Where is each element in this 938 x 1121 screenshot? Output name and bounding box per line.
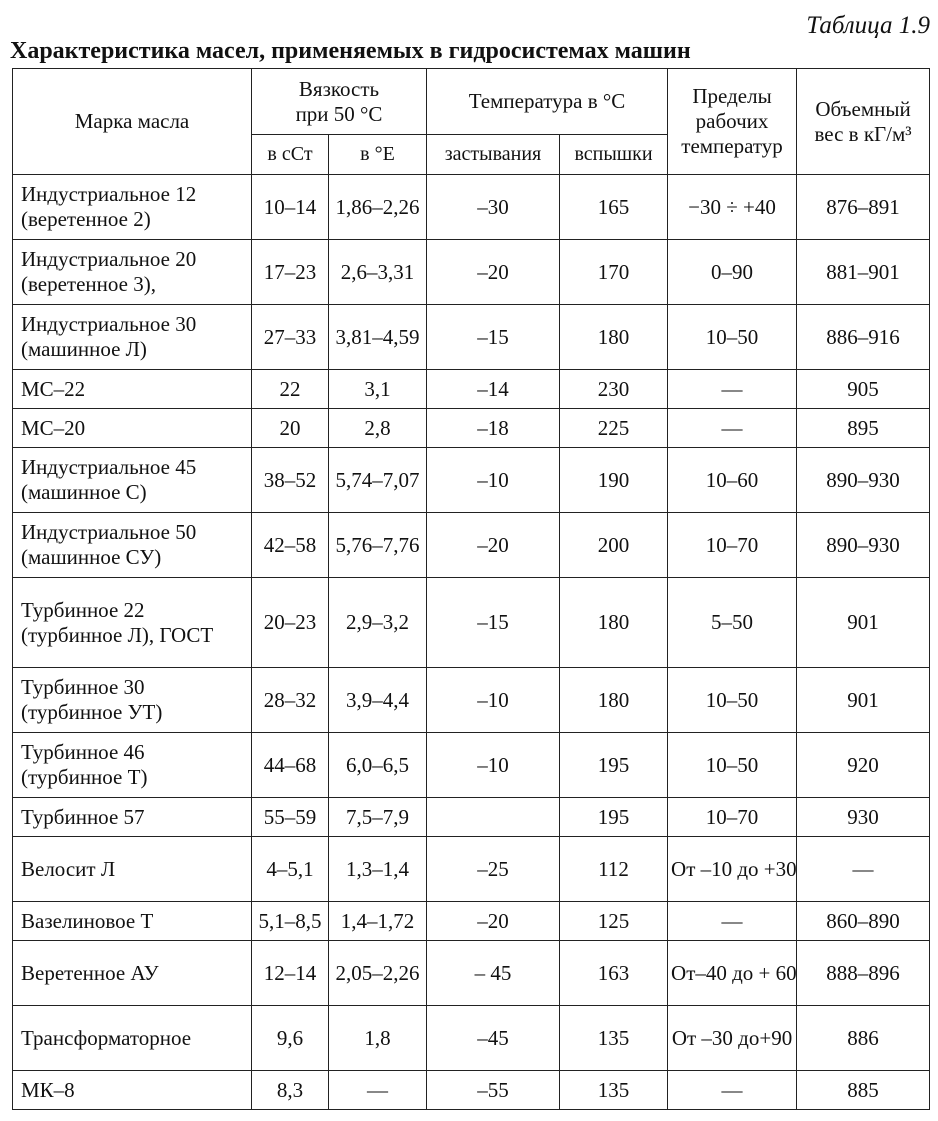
pour-point-cell: –10: [427, 668, 560, 733]
oil-name-cell: Веретенное АУ: [13, 941, 252, 1006]
density-cell: 930: [797, 798, 930, 837]
header-viscosity-cst: в сСт: [252, 135, 329, 175]
table-row: [13, 370, 930, 409]
viscosity-e-cell: 2,05–2,26: [329, 941, 427, 1006]
flash-point-cell: 195: [560, 798, 668, 837]
flash-point-cell: 170: [560, 240, 668, 305]
working-limits-cell: —: [668, 902, 797, 941]
oil-characteristics-table: [12, 68, 930, 1110]
density-cell: 888–896: [797, 941, 930, 1006]
working-limits-cell: 10–50: [668, 668, 797, 733]
table-row: [13, 733, 930, 798]
flash-point-cell: 125: [560, 902, 668, 941]
flash-point-cell: 112: [560, 837, 668, 902]
working-limits-cell: 0–90: [668, 240, 797, 305]
viscosity-cst-cell: 38–52: [252, 448, 329, 513]
working-limits-cell: 10–50: [668, 305, 797, 370]
density-cell: 860–890: [797, 902, 930, 941]
working-limits-cell: От –30 до+90: [668, 1006, 797, 1071]
table-row: [13, 941, 930, 1006]
pour-point-cell: –20: [427, 902, 560, 941]
pour-point-cell: –45: [427, 1006, 560, 1071]
viscosity-e-cell: 1,86–2,26: [329, 175, 427, 240]
table-row: [13, 1071, 930, 1110]
table-header: [13, 69, 930, 175]
flash-point-cell: 180: [560, 668, 668, 733]
viscosity-e-cell: 6,0–6,5: [329, 733, 427, 798]
header-viscosity-e: в °Е: [329, 135, 427, 175]
table-body: [13, 175, 930, 1110]
pour-point-cell: –20: [427, 513, 560, 578]
flash-point-cell: 225: [560, 409, 668, 448]
oil-name-cell: МС–20: [13, 409, 252, 448]
table-row: [13, 409, 930, 448]
viscosity-e-cell: 7,5–7,9: [329, 798, 427, 837]
viscosity-cst-cell: 17–23: [252, 240, 329, 305]
table-row: [13, 448, 930, 513]
pour-point-cell: –15: [427, 578, 560, 668]
working-limits-cell: От –10 до +30: [668, 837, 797, 902]
pour-point-cell: –20: [427, 240, 560, 305]
table-number: Таблица 1.9: [806, 12, 930, 39]
viscosity-e-cell: 3,81–4,59: [329, 305, 427, 370]
pour-point-cell: –10: [427, 448, 560, 513]
table-row: [13, 513, 930, 578]
oil-name-cell: Индустриальное 45 (машинное С): [13, 448, 252, 513]
density-cell: 886–916: [797, 305, 930, 370]
flash-point-cell: 180: [560, 305, 668, 370]
pour-point-cell: –55: [427, 1071, 560, 1110]
density-cell: —: [797, 837, 930, 902]
viscosity-cst-cell: 5,1–8,5: [252, 902, 329, 941]
header-density: Объемный вес в кГ/м³: [797, 69, 930, 175]
viscosity-e-cell: 2,8: [329, 409, 427, 448]
viscosity-e-cell: 3,1: [329, 370, 427, 409]
oil-name-cell: Индустриальное 50 (машинное СУ): [13, 513, 252, 578]
viscosity-cst-cell: 8,3: [252, 1071, 329, 1110]
viscosity-cst-cell: 55–59: [252, 798, 329, 837]
flash-point-cell: 135: [560, 1006, 668, 1071]
flash-point-cell: 190: [560, 448, 668, 513]
viscosity-e-cell: 1,3–1,4: [329, 837, 427, 902]
pour-point-cell: –18: [427, 409, 560, 448]
table-row: [13, 175, 930, 240]
working-limits-cell: 10–70: [668, 798, 797, 837]
working-limits-cell: —: [668, 409, 797, 448]
density-cell: 890–930: [797, 513, 930, 578]
working-limits-cell: 10–60: [668, 448, 797, 513]
table-row: [13, 837, 930, 902]
header-brand: Марка масла: [13, 69, 252, 175]
oil-name-cell: Турбинное 46 (турбинное Т): [13, 733, 252, 798]
pour-point-cell: –14: [427, 370, 560, 409]
oil-name-cell: МК–8: [13, 1071, 252, 1110]
flash-point-cell: 165: [560, 175, 668, 240]
density-cell: 885: [797, 1071, 930, 1110]
viscosity-cst-cell: 4–5,1: [252, 837, 329, 902]
oil-name-cell: МС–22: [13, 370, 252, 409]
density-cell: 920: [797, 733, 930, 798]
flash-point-cell: 135: [560, 1071, 668, 1110]
viscosity-e-cell: 5,76–7,76: [329, 513, 427, 578]
header-pour-point: застывания: [427, 135, 560, 175]
flash-point-cell: 195: [560, 733, 668, 798]
working-limits-cell: От–40 до + 60: [668, 941, 797, 1006]
oil-name-cell: Велосит Л: [13, 837, 252, 902]
viscosity-e-cell: 2,9–3,2: [329, 578, 427, 668]
working-limits-cell: —: [668, 1071, 797, 1110]
header-temperature: Температура в °С: [427, 69, 668, 135]
pour-point-cell: –30: [427, 175, 560, 240]
density-cell: 890–930: [797, 448, 930, 513]
viscosity-e-cell: 5,74–7,07: [329, 448, 427, 513]
header-flash-point: вспышки: [560, 135, 668, 175]
viscosity-cst-cell: 9,6: [252, 1006, 329, 1071]
pour-point-cell: –10: [427, 733, 560, 798]
header-viscosity: Вязкость при 50 °С: [252, 69, 427, 135]
working-limits-cell: 5–50: [668, 578, 797, 668]
viscosity-e-cell: 1,4–1,72: [329, 902, 427, 941]
density-cell: 881–901: [797, 240, 930, 305]
viscosity-cst-cell: 22: [252, 370, 329, 409]
oil-name-cell: Турбинное 30 (турбинное УТ): [13, 668, 252, 733]
flash-point-cell: 163: [560, 941, 668, 1006]
table-row: [13, 798, 930, 837]
viscosity-cst-cell: 42–58: [252, 513, 329, 578]
pour-point-cell: – 45: [427, 941, 560, 1006]
viscosity-cst-cell: 10–14: [252, 175, 329, 240]
viscosity-cst-cell: 28–32: [252, 668, 329, 733]
oil-name-cell: Вазелиновое Т: [13, 902, 252, 941]
working-limits-cell: 10–50: [668, 733, 797, 798]
working-limits-cell: −30 ÷ +40: [668, 175, 797, 240]
viscosity-cst-cell: 20: [252, 409, 329, 448]
viscosity-cst-cell: 12–14: [252, 941, 329, 1006]
oil-name-cell: Индустриальное 20 (веретенное 3),: [13, 240, 252, 305]
oil-name-cell: Турбинное 22 (турбинное Л), ГОСТ: [13, 578, 252, 668]
oil-name-cell: Индустриальное 12 (веретенное 2): [13, 175, 252, 240]
viscosity-e-cell: —: [329, 1071, 427, 1110]
table-caption: Характеристика масел, применяемых в гидросистемах машин: [10, 38, 691, 64]
pour-point-cell: –25: [427, 837, 560, 902]
pour-point-cell: [427, 798, 560, 837]
working-limits-cell: 10–70: [668, 513, 797, 578]
table-row: [13, 305, 930, 370]
viscosity-e-cell: 2,6–3,31: [329, 240, 427, 305]
pour-point-cell: –15: [427, 305, 560, 370]
density-cell: 876–891: [797, 175, 930, 240]
viscosity-cst-cell: 20–23: [252, 578, 329, 668]
density-cell: 905: [797, 370, 930, 409]
flash-point-cell: 230: [560, 370, 668, 409]
working-limits-cell: —: [668, 370, 797, 409]
header-working-limits: Пределы рабочих температур: [668, 69, 797, 175]
viscosity-e-cell: 1,8: [329, 1006, 427, 1071]
viscosity-cst-cell: 44–68: [252, 733, 329, 798]
flash-point-cell: 180: [560, 578, 668, 668]
density-cell: 901: [797, 668, 930, 733]
oil-name-cell: Индустриальное 30 (машинное Л): [13, 305, 252, 370]
density-cell: 886: [797, 1006, 930, 1071]
density-cell: 901: [797, 578, 930, 668]
table-row: [13, 668, 930, 733]
table-row: [13, 1006, 930, 1071]
oil-name-cell: Турбинное 57: [13, 798, 252, 837]
table-row: [13, 240, 930, 305]
table-row: [13, 902, 930, 941]
viscosity-e-cell: 3,9–4,4: [329, 668, 427, 733]
density-cell: 895: [797, 409, 930, 448]
table-row: [13, 578, 930, 668]
oil-name-cell: Трансформаторное: [13, 1006, 252, 1071]
viscosity-cst-cell: 27–33: [252, 305, 329, 370]
flash-point-cell: 200: [560, 513, 668, 578]
